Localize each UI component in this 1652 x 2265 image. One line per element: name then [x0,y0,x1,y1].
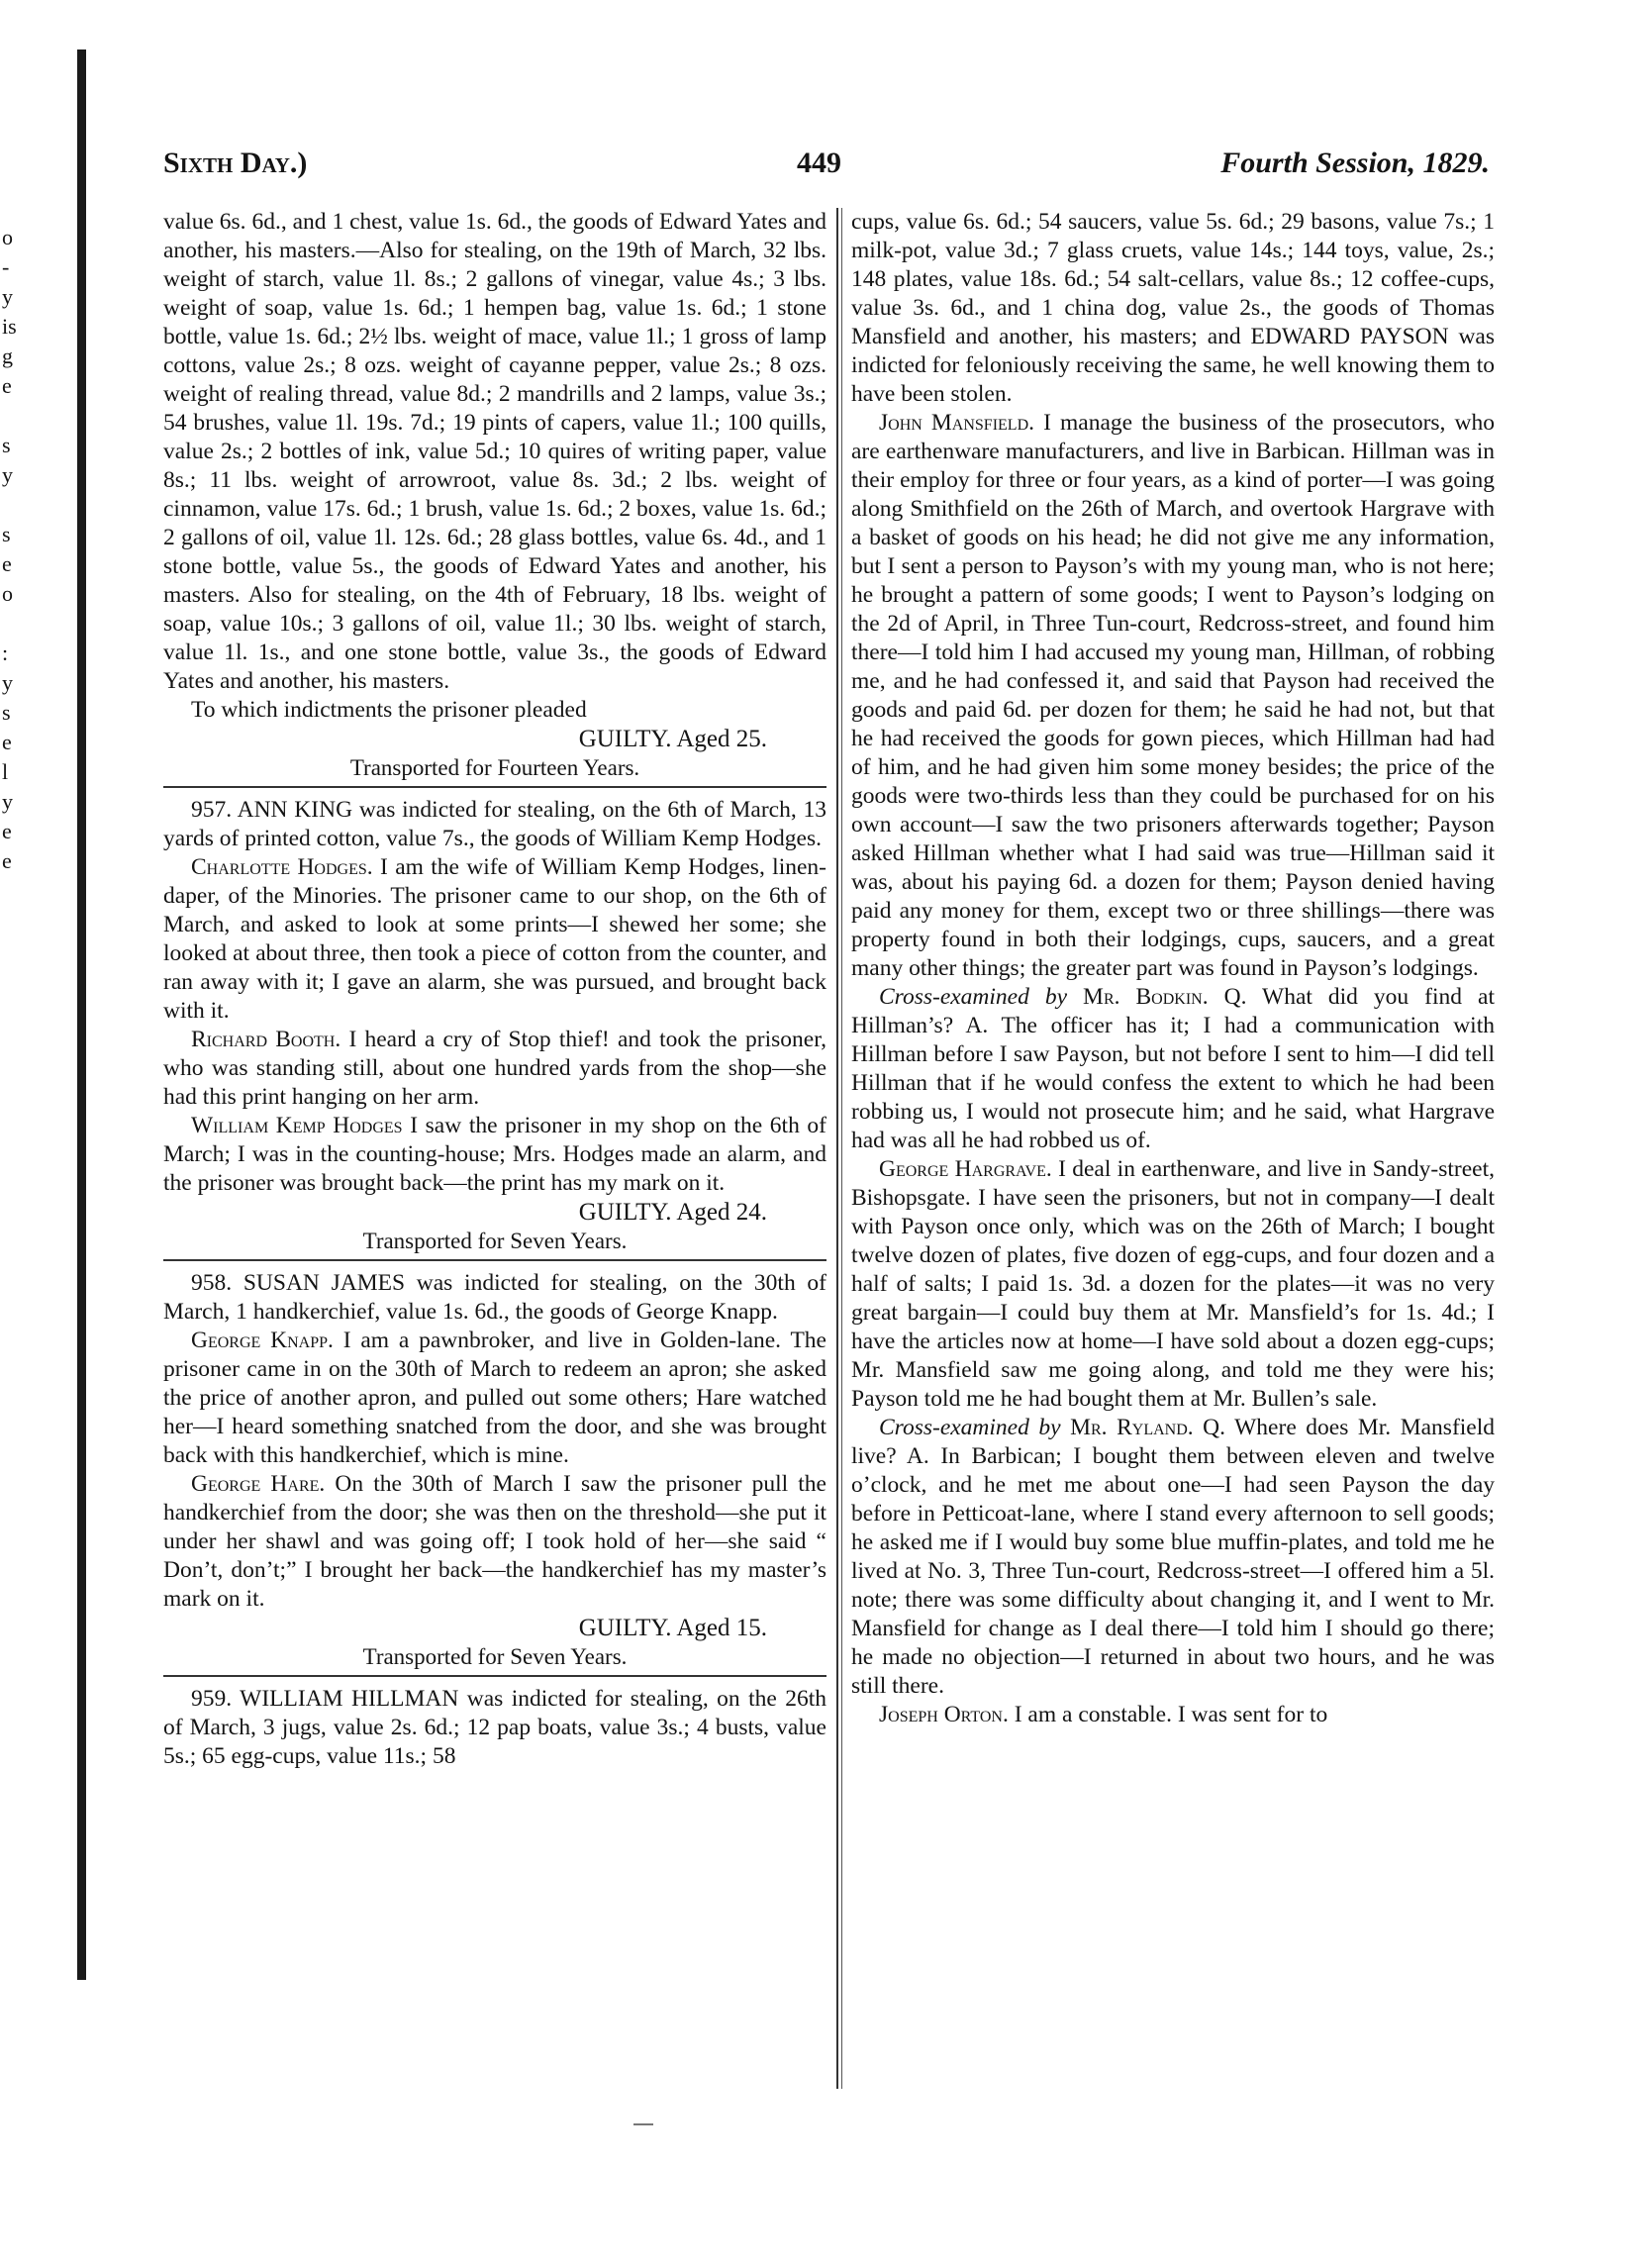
witness-name: George Hargrave. [879,1156,1052,1182]
margin-letter: l [2,759,9,784]
margin-letter: e [2,848,12,873]
margin-letter: o [2,225,13,249]
cross-examined-label: Cross-examined by [879,984,1084,1010]
plea-line: To which indictments the prisoner pleaded [191,697,587,723]
testimony-text: On the 30th of March I saw the prisoner pull the handkerchief from the door; she was then on the threshold—she put it under her shawl and was going off; I took hold of her—she said “ Don’t, don’t;” I brought her back—the handkerchief has my master’s mark on it. [163,1471,826,1612]
case-958-intro: 958. SUSAN JAMES was indicted for stealing, on the 30th of March, 1 handkerchief, value 1s. 6d., the goods of George Knapp. [163,1270,826,1325]
witness-testimony [851,1155,1495,1414]
testimony-text: I heard a cry of Stop thief! and took the prisoner, who was standing still, about one hundred yards from the shop—she had this print hanging on her arm. [163,1027,826,1110]
page-number: 449 [797,147,841,179]
witness-name: Charlotte Hodges. [191,854,373,880]
sentence: Transported for Seven Years. [163,1643,826,1677]
case-957-intro: 957. ANN KING was indicted for stealing, on the 6th of March, 13 yards of printed cotton, value 7s., the goods of William Kemp Hodges. [163,797,826,851]
witness-name: William Kemp Hodges [191,1113,403,1138]
column-divider [836,208,838,2089]
testimony-text: I saw the prisoner in my shop on the 6th of March; I was in the counting-house; Mrs. Hodges made an alarm, and the prisoner was brought back—the print has my mark on it. [163,1113,827,1196]
margin-letter: s [2,433,11,457]
indictment-continuation: cups, value 6s. 6d.; 54 saucers, value 5s. 6d.; 29 basons, value 7s.; 1 milk-pot, value 3d.; 7 glass cruets, value 14s.; 144 toys, value, 2s.; 148 plates, value 18s. 6d.; 54 salt-cellars, value 8s.; 12 coffee-cups, value 3s. 6d., and 1 china dog, value 2s., the goods of Thomas Mansfield and another, his masters; and EDWARD PAYSON was indicted for feloniously receiving the same, he well knowing them to have been stolen. [851,209,1495,407]
witness-testimony [851,1701,1495,1729]
margin-letter: - [2,254,10,279]
verdict: GUILTY. Aged 24. [578,1199,767,1226]
testimony-text: I am a pawnbroker, and live in Golden-lane. The prisoner came in on the 30th of March to redeem an apron; she asked the price of another apron, and pulled out some others; Hare watched her—I heard something snatched from the door, and she was brought back with this handkerchief, which is mine. [163,1328,826,1468]
margin-letter: is [2,314,17,339]
verdict: GUILTY. Aged 25. [578,726,767,752]
counsel-name: Mr. Bodkin. [1083,984,1209,1010]
margin-letter: s [2,700,11,725]
indictment-continuation: value 6s. 6d., and 1 chest, value 1s. 6d., the goods of Edward Yates and another, his masters.—Also for stealing, on the 19th of March, 32 lbs. weight of starch, value 1l. 8s.; 2 gallons of vinegar, value 4s.; 3 lbs. weight of soap, value 1s. 6d.; 1 hempen bag, value 1s. 6d.; 1 stone bottle, value 1s. 6d.; 2½ lbs. weight of mace, value 1l.; 1 gross of lamp cottons, value 2s.; 8 ozs. weight of cayanne pepper, value 2s.; 8 ozs. weight of realing thread, value 8d.; 2 mandrills and 2 lamps, value 3s.; 54 brushes, value 1l. 19s. 7d.; 19 pints of capers, value 1l.; 100 quills, value 2s.; 2 bottles of ink, value 5d.; 10 quires of writing paper, value 8s.; 11 lbs. weight of arrowroot, value 8s. 3d.; 2 lbs. weight of cinnamon, value 17s. 6d.; 1 brush, value 1s. 6d.; 2 boxes, value 1s. 6d.; 2 gallons of oil, value 1l. 12s. 6d.; 28 glass bottles, value 6s. 4d., and 1 stone bottle, value 5s., the goods of Edward Yates and another, his masters. Also for stealing, on the 4th of February, 18 lbs. weight of soap, value 10s.; 3 gallons of oil, value 1l.; 30 lbs. weight of starch, value 1l. 1s., and one stone bottle, value 3s., the goods of Edward Yates and another, his masters. [163,209,826,694]
witness-name: Richard Booth. [191,1027,341,1052]
testimony-text: I deal in earthenware, and live in Sandy-street, Bishopsgate. I have seen the prisoners, but not in company—I dealt with Payson once only, which was on the 26th of March; I bought twelve dozen of plates, five dozen of egg-cups, and four dozen and a half of salts; I paid 1s. 3d. a dozen for the plates—it was no very great bargain—I could buy them at Mr. Mansfield’s for 1s. 4d.; I have the articles now at home—I have sold about a dozen egg-cups; Mr. Mansfield saw me going along, and told me they were his; Payson told me he had bought them at Mr. Bullen’s sale. [851,1156,1496,1412]
left-column [163,208,826,1771]
cross-examined-label: Cross-examined by [879,1415,1071,1440]
binding-edge-rule [77,49,86,1980]
witness-name: George Knapp. [191,1328,334,1353]
margin-letter: y [2,670,13,695]
testimony-text: I am a constable. I was sent for to [1008,1702,1328,1727]
witness-name: John Mansfield. [879,410,1035,436]
testimony-text: I am the wife of William Kemp Hodges, linen-daper, of the Minories. The prisoner came to our shop, on the 6th of March, and asked to look at some prints—I shewed her some; she looked at about three, then took a piece of cotton from the counter, and ran away with it; I gave an alarm, she was pursued, and brought back with it. [163,854,826,1024]
witness-testimony [851,409,1495,983]
margin-letter: e [2,819,12,843]
witness-testimony [163,1112,826,1198]
testimony-text: I manage the business of the prosecutors, who are earthenware manufacturers, and live in Barbican. Hillman was in their employ for three or four years, as a kind of porter—I was going along Smithfield on the 26th of March, and overtook Hargrave with a basket of goods on his head; he did not give me any information, but I sent a person to Payson’s with my young man, who is not here; he brought a pattern of some goods; I went to Payson’s lodging on the 2d of April, in Three Tun-court, Redcross-street, and found him there—I told him I had accused my young man, Hillman, of robbing me, and he had confessed it, and said that Payson had received the goods and paid 6d. per dozen for them; he said he had not, but that he had received the goods for gown pieces, which Hillman had had of him, and he had given him some money besides; the price of the goods were two-thirds less than they could be purchased for on his own account—I saw the two prisoners afterwards together; Payson asked Hillman whether what I had said was true—Hillman said it was, about his paying 6d. a dozen for them; Payson denied having paid any money for them, except two or three shillings—there was property found in both their lodgings, cups, saucers, and a great many other things; the greater part was found in Payson’s lodgings. [851,410,1495,981]
margin-letter: g [2,344,13,368]
margin-letter: o [2,581,13,606]
witness-name: George Hare. [191,1471,326,1497]
testimony-text: Q. What did you find at Hillman’s? A. The officer has it; I had a communication with Hillman before I saw Payson, but not before I sent to him—I did tell Hillman that if he would confess the extent to which he had been robbing us, I would not prosecute him; and he said, what Hargrave had was all he had robbed us of. [851,984,1495,1153]
sentence: Transported for Seven Years. [163,1228,826,1261]
cross-examination [851,983,1495,1155]
header-session: Fourth Session, 1829. [1220,147,1490,179]
margin-letter: y [2,284,13,309]
witness-testimony [163,1327,826,1470]
margin-letter: s [2,522,11,546]
margin-letter-column [2,223,32,876]
testimony-text: Q. Where does Mr. Mansfield live? A. In Barbican; I bought them between eleven and twelve o’clock, and he met me about one—I had seen Payson the day before in Petticoat-lane, where I stand every afternoon to sell goods; he asked me if I would buy some blue muffin-plates, and told me he lived at No. 3, Three Tun-court, Redcross-street—I offered him a 5l. note; there was some difficulty about changing it, and I went to Mr. Mansfield for change as I deal there—I told him I should go there; he made no objection—I returned in about two hours, and he was still there. [851,1415,1496,1699]
margin-letter: y [2,789,13,814]
case-959-intro: 959. WILLIAM HILLMAN was indicted for stealing, on the 26th of March, 3 jugs, value 2s. 6d.; 12 pap boats, value 3s.; 4 busts, value 5s.; 65 egg-cups, value 11s.; 58 [163,1686,826,1769]
verdict: GUILTY. Aged 15. [578,1615,767,1641]
right-column [851,208,1495,1729]
witness-testimony [163,1026,826,1112]
cross-examination [851,1414,1495,1701]
witness-testimony [163,1470,826,1614]
margin-letter: e [2,730,12,754]
counsel-name: Mr. Ryland. [1070,1415,1194,1440]
margin-letter: : [2,640,9,665]
header-day: Sixth Day.) [163,147,308,179]
column-divider-inner [841,208,842,2089]
running-header [163,147,1490,196]
margin-letter: e [2,373,12,398]
witness-testimony [163,853,826,1026]
margin-letter: y [2,462,13,487]
witness-name: Joseph Orton. [879,1702,1009,1727]
margin-letter: e [2,551,12,576]
footer-dash [633,2123,653,2125]
sentence: Transported for Fourteen Years. [163,754,826,788]
